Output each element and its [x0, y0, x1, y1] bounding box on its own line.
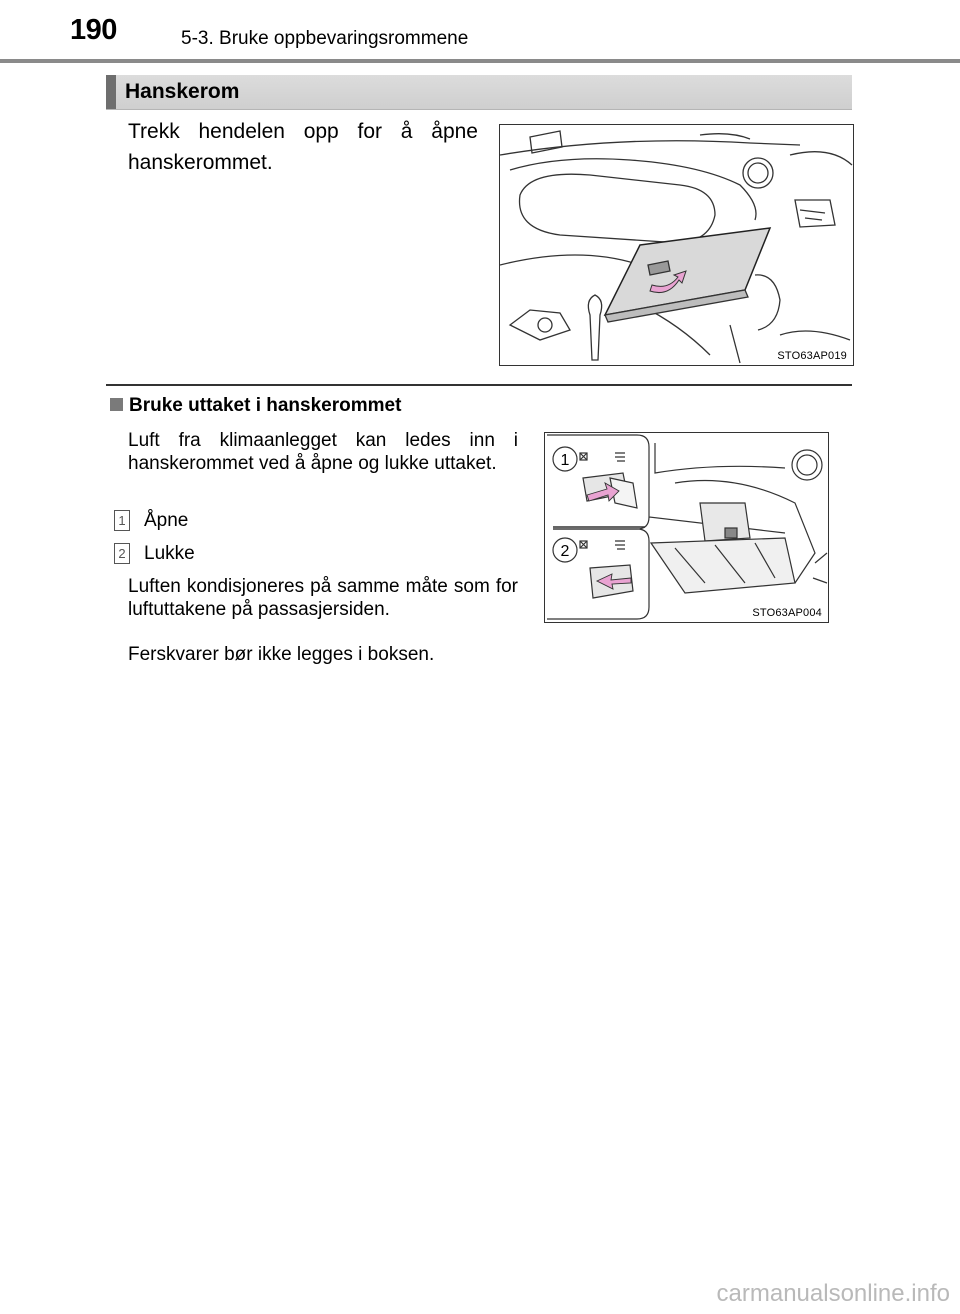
- section-divider: [106, 384, 852, 386]
- paragraph-perishables: Ferskvarer bør ikke legges i boksen.: [128, 644, 435, 665]
- intro-text: Trekk hendelen opp for å åpne hanskerommet.: [128, 120, 478, 174]
- list-item: [114, 510, 188, 532]
- item-label: Lukke: [144, 543, 195, 564]
- paragraph-airflow: Luft fra klimaanlegget kan ledes inn i hanskerommet ved å åpne og lukke uttaket.: [128, 430, 518, 474]
- chapter-title: 5-3. Bruke oppbevaringsrommene: [181, 28, 469, 49]
- paragraph-conditioning: Luften kondisjoneres på samme måte som for luftuttakene på passasjersiden.: [128, 576, 518, 620]
- sub-heading: [110, 395, 401, 417]
- bullet-square-icon: [110, 398, 123, 411]
- vent-illustration: [544, 432, 829, 623]
- page-number: 190: [70, 14, 117, 46]
- number-badge: 2: [114, 543, 130, 564]
- section-header: [106, 75, 852, 110]
- section-title: Hanskerom: [125, 80, 240, 103]
- item-label: Åpne: [144, 510, 189, 531]
- callout-2: 2: [560, 543, 570, 560]
- vent-drawing: [545, 433, 828, 622]
- watermark: carmanualsonline.info: [716, 1280, 950, 1307]
- glovebox-drawing: [500, 125, 853, 365]
- figure-code: STO63AP004: [752, 607, 822, 619]
- callout-1: 1: [560, 452, 570, 469]
- glovebox-illustration: [499, 124, 854, 366]
- header-rule: [0, 59, 960, 63]
- sub-heading-text: Bruke uttaket i hanskerommet: [129, 395, 402, 416]
- section-accent: [106, 75, 116, 109]
- number-badge: 1: [114, 510, 130, 531]
- list-item: [114, 543, 195, 565]
- figure-code: STO63AP019: [777, 350, 847, 362]
